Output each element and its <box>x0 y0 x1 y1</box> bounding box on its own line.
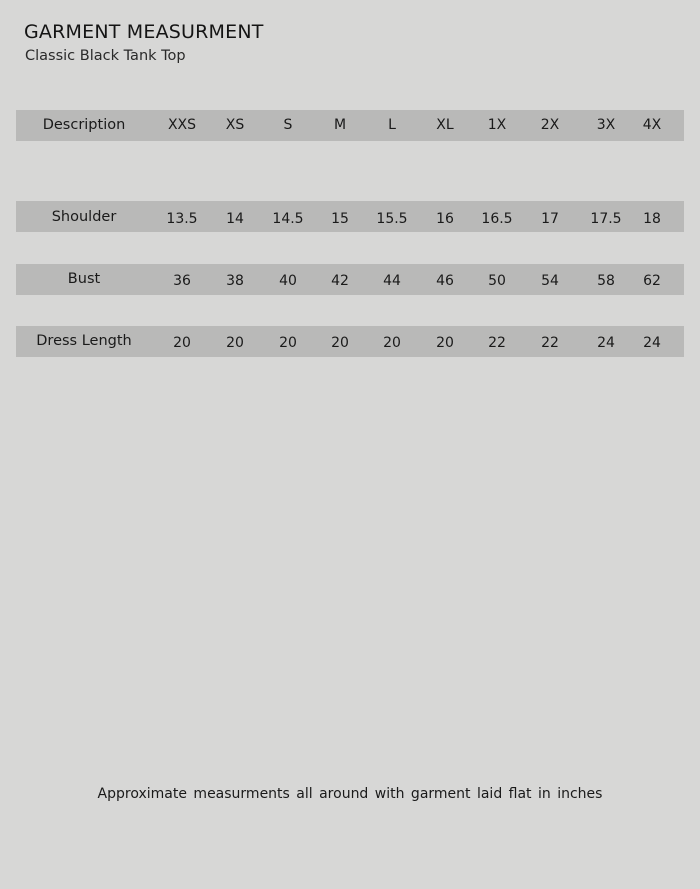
column-header-size: 4X <box>642 117 662 133</box>
measurement-value: 40 <box>279 273 297 289</box>
measurement-value: 15 <box>331 211 349 227</box>
column-header-size: XS <box>225 117 245 133</box>
column-header-size: 3X <box>596 117 616 133</box>
measurement-value: 20 <box>173 335 191 351</box>
measurement-value: 24 <box>643 335 661 351</box>
measurement-value: 13.5 <box>166 211 198 227</box>
column-header-size: M <box>333 117 347 133</box>
measurement-value: 17.5 <box>590 211 622 227</box>
measurement-value: 15.5 <box>376 211 408 227</box>
measurement-value: 50 <box>488 273 506 289</box>
measurement-value: 54 <box>541 273 559 289</box>
page-subtitle: Classic Black Tank Top <box>25 48 186 64</box>
measurement-value: 62 <box>643 273 661 289</box>
measurement-value: 20 <box>226 335 244 351</box>
column-header-size: 1X <box>487 117 507 133</box>
footnote: Approximate measurments all around with garment laid flat in inches <box>97 786 603 802</box>
column-header-size: 2X <box>540 117 560 133</box>
measurement-value: 36 <box>173 273 191 289</box>
measurement-value: 20 <box>436 335 454 351</box>
measurement-value: 14 <box>226 211 244 227</box>
column-header-size: XL <box>436 117 454 133</box>
measurement-value: 22 <box>541 335 559 351</box>
measurement-value: 20 <box>331 335 349 351</box>
measurement-value: 42 <box>331 273 349 289</box>
column-header-description: Description <box>42 117 126 133</box>
row-label: Bust <box>67 271 101 287</box>
measurement-value: 44 <box>383 273 401 289</box>
measurement-value: 18 <box>643 211 661 227</box>
measurement-value: 46 <box>436 273 454 289</box>
row-label: Shoulder <box>51 209 117 225</box>
row-label: Dress Length <box>36 333 132 349</box>
measurement-value: 58 <box>597 273 615 289</box>
measurement-value: 22 <box>488 335 506 351</box>
measurement-value: 16 <box>436 211 454 227</box>
column-header-size: L <box>388 117 396 133</box>
column-header-size: XXS <box>167 117 197 133</box>
table-row <box>16 326 684 357</box>
column-header-size: S <box>283 117 293 133</box>
measurement-value: 20 <box>279 335 297 351</box>
measurement-value: 20 <box>383 335 401 351</box>
table-row <box>16 201 684 232</box>
page-title: GARMENT MEASURMENT <box>24 21 264 43</box>
measurement-value: 16.5 <box>481 211 513 227</box>
measurement-value: 14.5 <box>272 211 304 227</box>
table-row <box>16 264 684 295</box>
measurement-value: 38 <box>226 273 244 289</box>
measurement-value: 17 <box>541 211 559 227</box>
table-header-row <box>16 110 684 141</box>
measurement-value: 24 <box>597 335 615 351</box>
